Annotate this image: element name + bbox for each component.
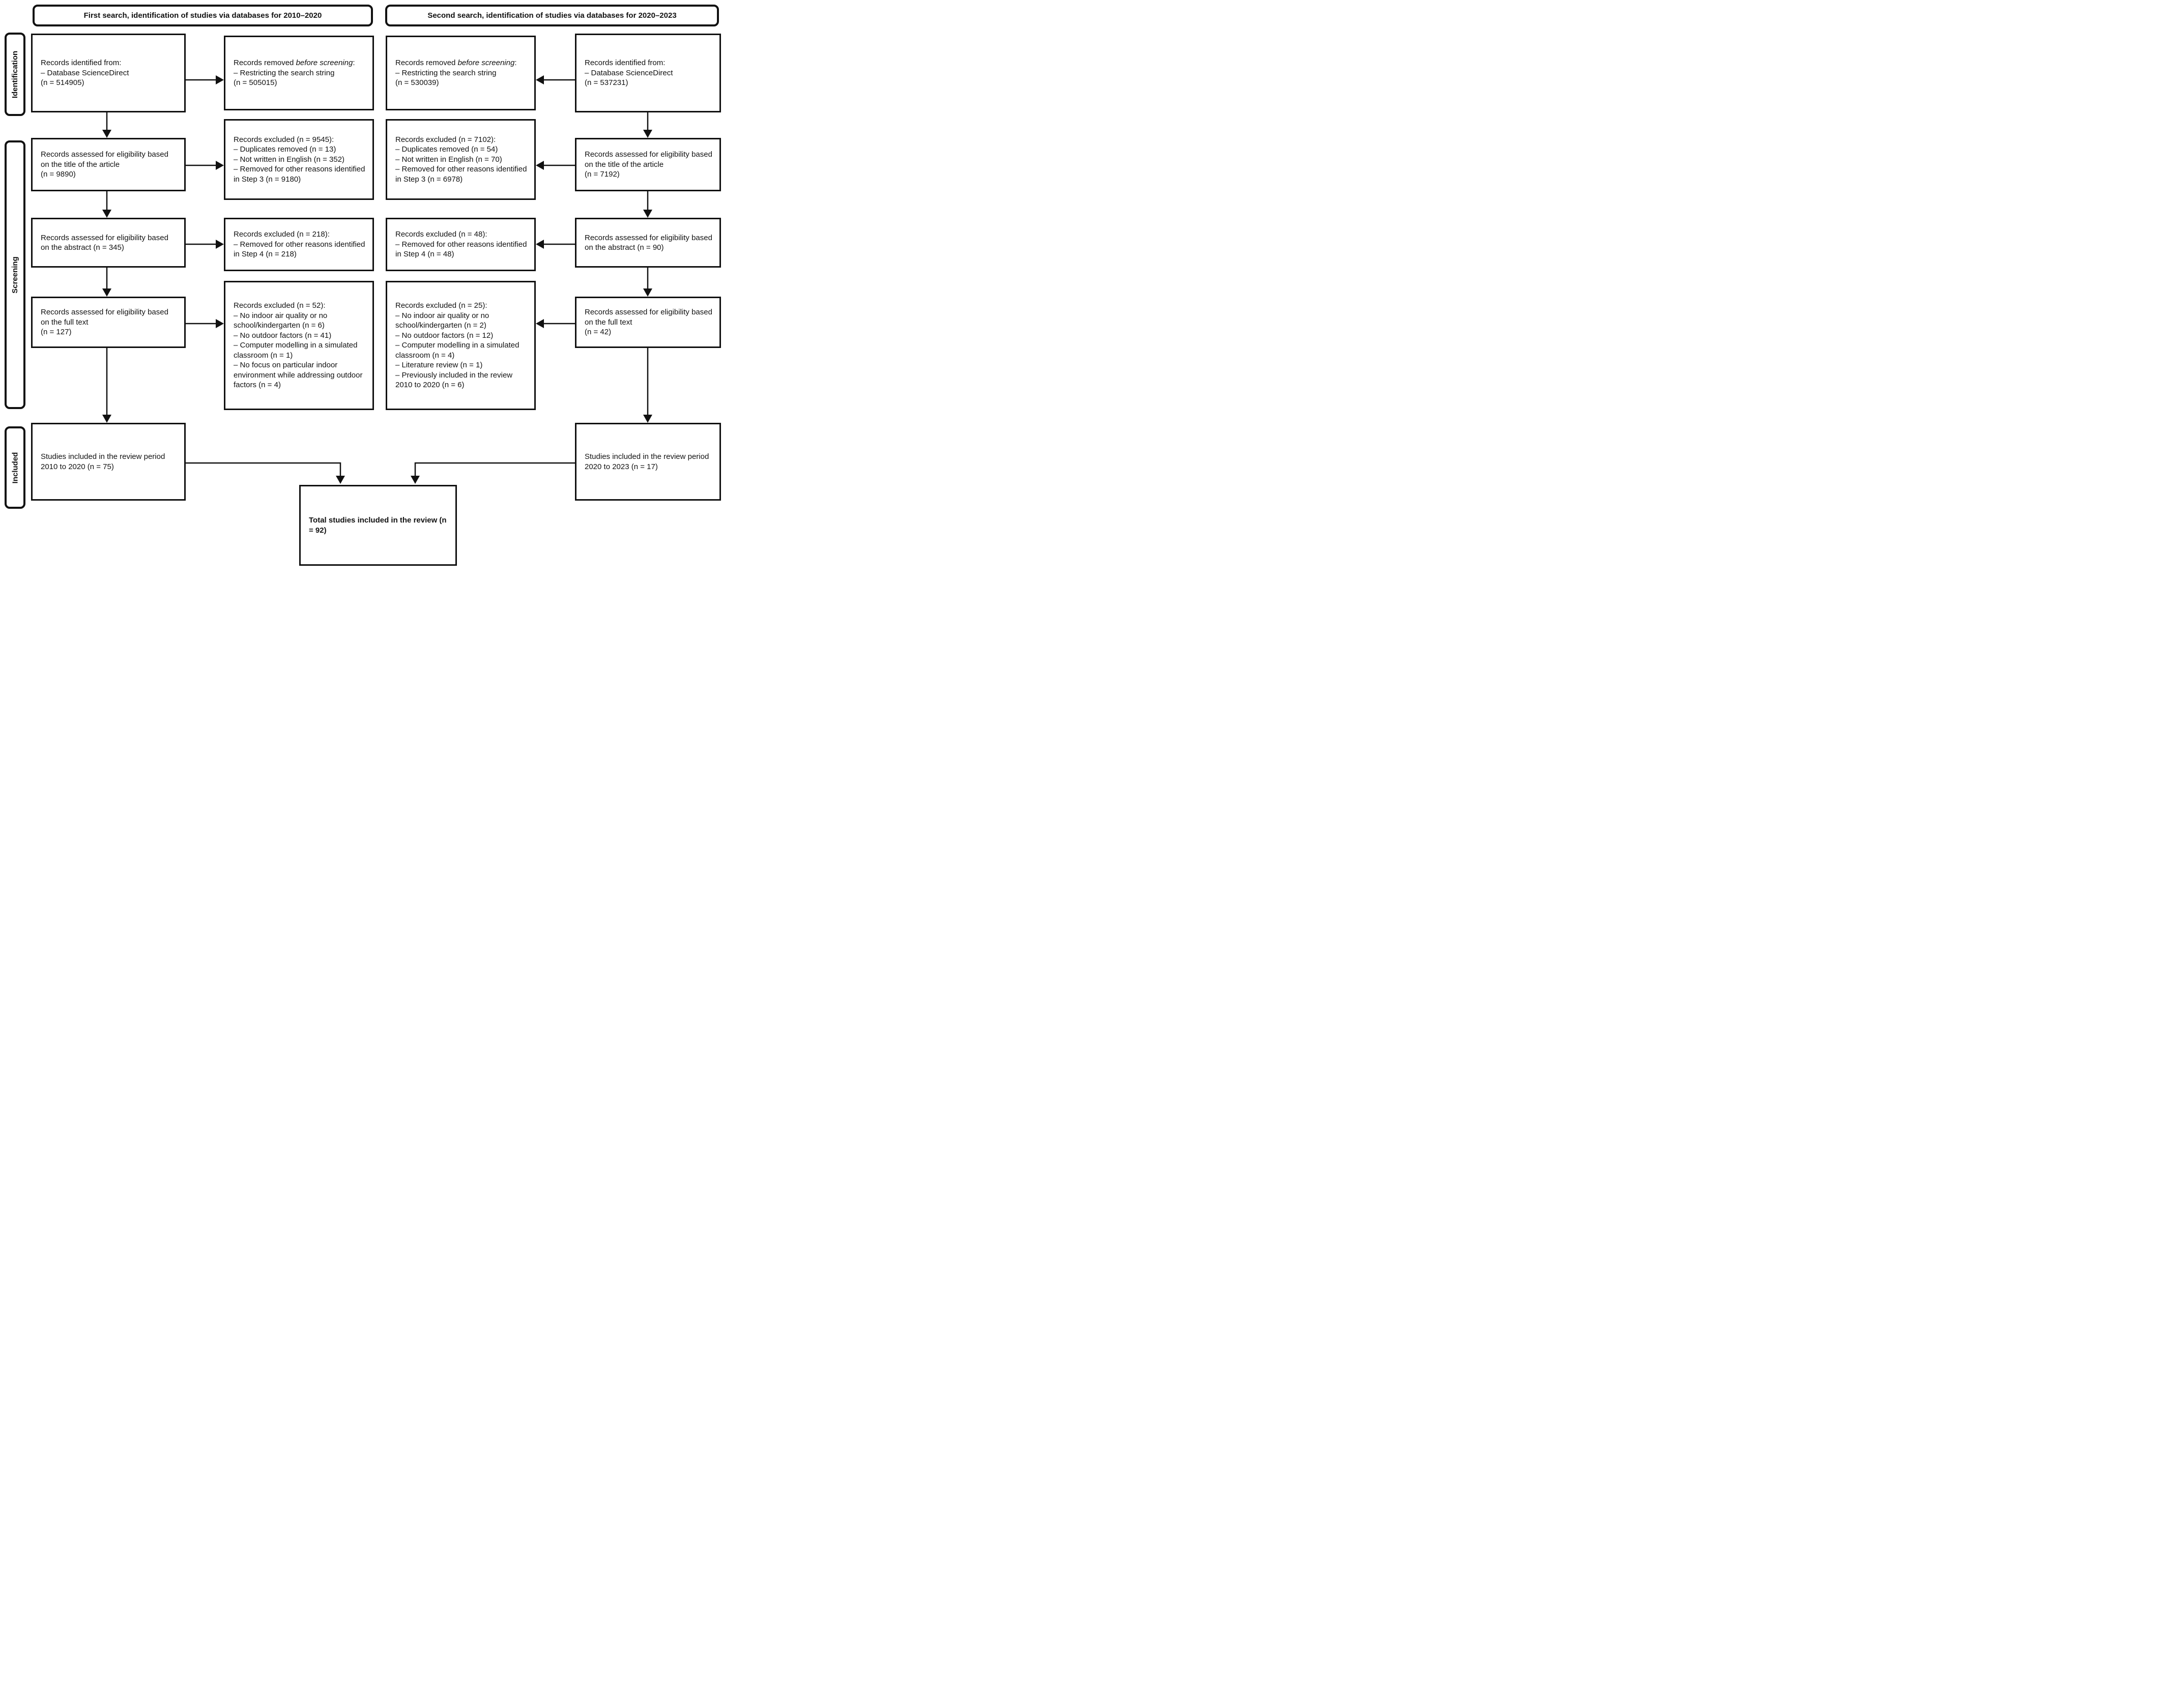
box-first-studies-included-text: Studies included in the review period 2010 to 2020 (n = 75) xyxy=(41,452,165,471)
box-total-studies-included-text: Total studies included in the review (n = 92) xyxy=(309,516,447,535)
arrow-second-identified-to-removed xyxy=(536,75,575,84)
arrow-second-fulltext-to-included xyxy=(643,348,652,423)
arrow-second-title-to-abstract xyxy=(643,191,652,218)
arrow-second-identified-to-title xyxy=(643,112,652,138)
box-second-title-eligibility-text: Records assessed for eligibility based on the title of the article (n = 7192) xyxy=(585,150,712,179)
arrow-first-identified-to-title xyxy=(102,112,111,138)
arrow-first-fulltext-to-included xyxy=(102,348,111,423)
header-first-search xyxy=(33,5,373,26)
box-first-title-eligibility-text: Records assessed for eligibility based on the title of the article (n = 9890) xyxy=(41,150,168,179)
box-second-title-eligibility xyxy=(575,138,721,191)
box-first-title-excluded xyxy=(224,119,374,200)
box-second-records-identified xyxy=(575,34,721,112)
box-second-fulltext-eligibility xyxy=(575,297,721,348)
header-second-search xyxy=(385,5,719,26)
stage-identification-label: Identification xyxy=(11,50,19,98)
box-first-fulltext-excluded xyxy=(224,281,374,410)
stage-identification xyxy=(5,33,25,116)
arrow-first-identified-to-removed xyxy=(186,75,224,84)
box-second-fulltext-excluded xyxy=(386,281,536,410)
box-first-records-removed-text: – Restricting the search string (n = 505015) xyxy=(234,68,335,88)
arrow-second-abstract-to-excluded xyxy=(536,240,575,249)
box-first-fulltext-eligibility-text: Records assessed for eligibility based on the full text (n = 127) xyxy=(41,308,168,337)
box-second-title-excluded-text: Records excluded (n = 7102): – Duplicates removed (n = 54) – Not written in English (n = 70) – Removed for other reasons identified in Step 3 (n = 6978) xyxy=(395,135,527,184)
stage-screening xyxy=(5,140,25,409)
arrow-first-title-to-abstract xyxy=(102,191,111,218)
arrow-second-included-to-total xyxy=(411,463,575,484)
header-second-search-label: Second search, identification of studies via databases for 2020–2023 xyxy=(427,11,677,20)
box-second-records-identified-text: Records identified from: – Database ScienceDirect (n = 537231) xyxy=(585,59,673,88)
box-second-fulltext-excluded-text: Records excluded (n = 25): – No indoor air quality or no school/kindergarten (n = 2) – No outdoor factors (n = 12) – Computer modelling in a simulated classroom (n = 4) – Literature review (n = 1) – Previously included in the review 2010 to 2020 (n = 6) xyxy=(395,301,519,390)
box-first-abstract-excluded-text: Records excluded (n = 218): – Removed for other reasons identified in Step 4 (n = 218) xyxy=(234,230,365,259)
box-first-records-removed xyxy=(224,36,374,110)
arrow-second-title-to-excluded xyxy=(536,161,575,170)
box-second-abstract-excluded-text: Records excluded (n = 48): – Removed for other reasons identified in Step 4 (n = 48) xyxy=(395,230,527,259)
box-second-fulltext-eligibility-text: Records assessed for eligibility based on the full text (n = 42) xyxy=(585,308,712,337)
box-first-abstract-eligibility-text: Records assessed for eligibility based on the abstract (n = 345) xyxy=(41,233,168,252)
arrow-first-included-to-total xyxy=(186,463,345,484)
prisma-flow-diagram xyxy=(0,0,721,569)
box-first-studies-included xyxy=(31,423,186,501)
header-first-search-label: First search, identification of studies via databases for 2010–2020 xyxy=(83,11,322,20)
box-second-records-removed-text: – Restricting the search string (n = 530039) xyxy=(395,68,497,88)
box-first-title-eligibility xyxy=(31,138,186,191)
box-second-records-removed xyxy=(386,36,536,110)
box-second-studies-included-text: Studies included in the review period 2020 to 2023 (n = 17) xyxy=(585,452,709,471)
box-first-title-excluded-text: Records excluded (n = 9545): – Duplicates removed (n = 13) – Not written in English (n = 352) – Removed for other reasons identified in Step 3 (n = 9180) xyxy=(234,135,365,184)
box-total-studies-included xyxy=(299,485,457,566)
stage-included-label: Included xyxy=(11,452,20,483)
box-second-abstract-excluded xyxy=(386,218,536,271)
arrow-first-fulltext-to-excluded xyxy=(186,319,224,328)
box-first-abstract-eligibility xyxy=(31,218,186,268)
box-second-abstract-eligibility xyxy=(575,218,721,268)
box-first-fulltext-excluded-text: Records excluded (n = 52): – No indoor air quality or no school/kindergarten (n = 6) – No outdoor factors (n = 41) – Computer modelling in a simulated classroom (n = 1) – No focus on particular indoor environment while addressing outdoor factors (n = 4) xyxy=(234,301,363,390)
stage-screening-label: Screening xyxy=(11,256,19,294)
arrow-second-fulltext-to-excluded xyxy=(536,319,575,328)
box-second-records-removed-line1: Records removed before screening: xyxy=(395,59,517,68)
arrow-first-abstract-to-excluded xyxy=(186,240,224,249)
box-first-fulltext-eligibility xyxy=(31,297,186,348)
arrow-second-abstract-to-fulltext xyxy=(643,268,652,297)
arrow-first-abstract-to-fulltext xyxy=(102,268,111,297)
box-first-records-identified-text: Records identified from: – Database ScienceDirect (n = 514905) xyxy=(41,59,129,88)
box-second-abstract-eligibility-text: Records assessed for eligibility based on the abstract (n = 90) xyxy=(585,233,712,252)
box-first-records-identified xyxy=(31,34,186,112)
box-first-records-removed-line1: Records removed before screening: xyxy=(234,59,355,68)
arrow-first-title-to-excluded xyxy=(186,161,224,170)
stage-included xyxy=(5,426,25,509)
box-second-title-excluded xyxy=(386,119,536,200)
box-second-studies-included xyxy=(575,423,721,501)
box-first-abstract-excluded xyxy=(224,218,374,271)
